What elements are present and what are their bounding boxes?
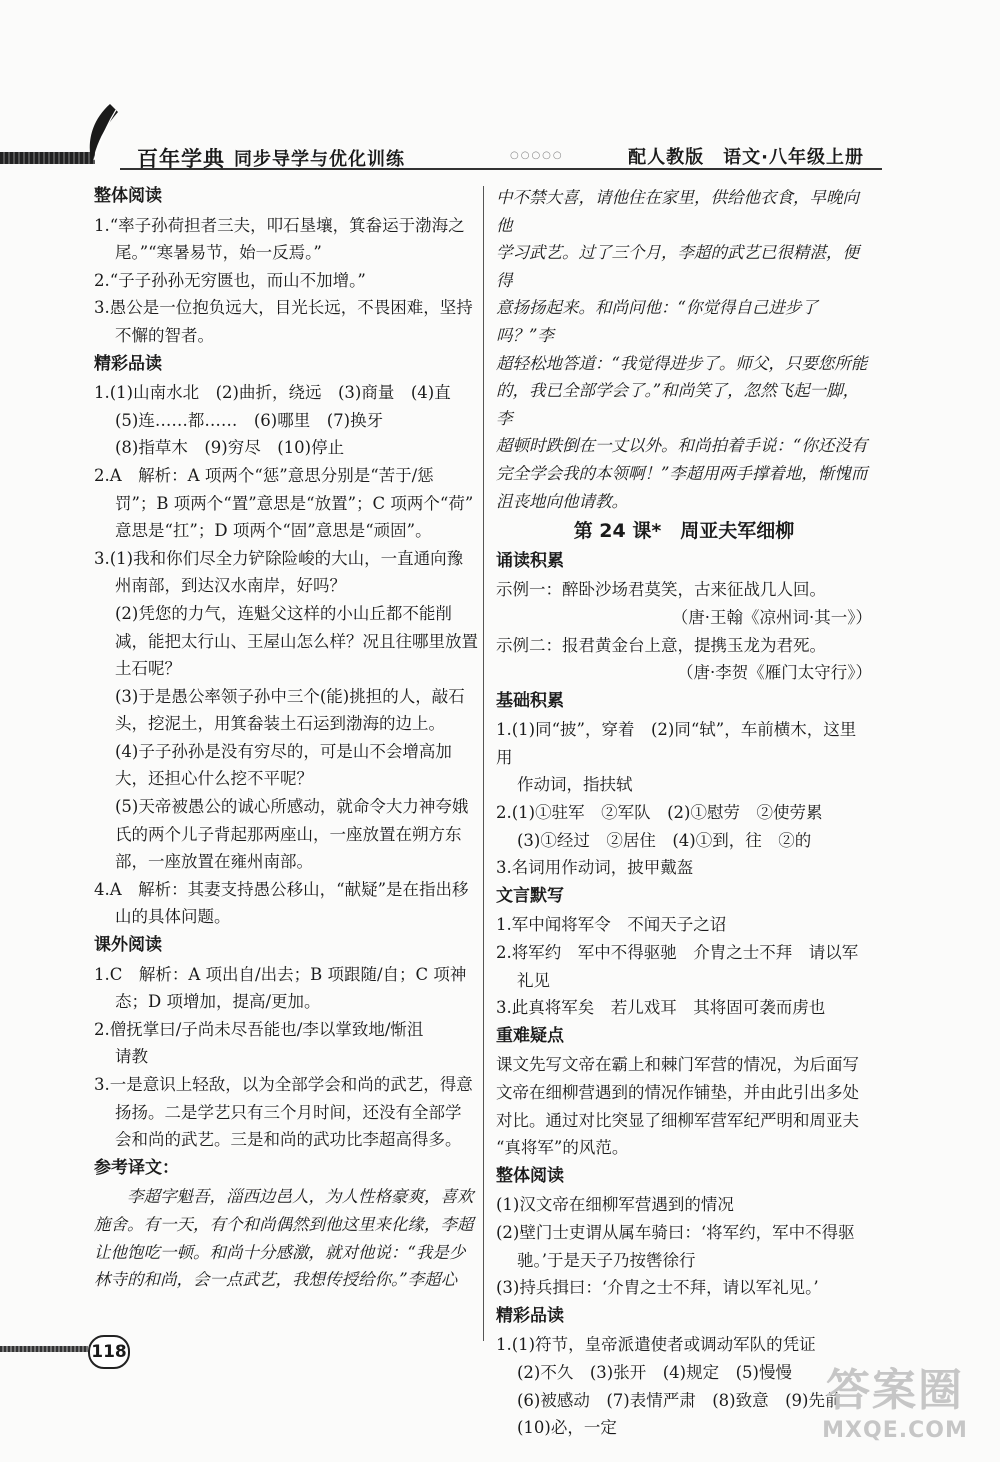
header-dots: ○○○○○ [510, 150, 564, 161]
column-divider [483, 186, 484, 1341]
answer-line: 对比。通过对比突显了细柳军营军纪严明和周亚夫 [496, 1110, 859, 1130]
answer-line: 态；D 项增加，提高/更加。 [115, 992, 321, 1012]
translation-line: 沮丧地向他请教。 [496, 491, 628, 511]
answer-line: 头，挖泥土，用箕畚装土石运到渤海的边上。 [115, 714, 445, 734]
translation-line: 让他饱吃一顿。和尚十分感激，就对他说：“我是少 [94, 1242, 466, 1262]
translation-line: 超轻松地答道：“我觉得进步了。师父，只要您所能 [496, 353, 868, 373]
section-heading: 基础积累 [496, 690, 564, 711]
section-heading: 参考译文： [94, 1157, 179, 1178]
answer-line: 扬扬。二是学艺只有三个月时间，还没有全部学 [115, 1102, 462, 1122]
answer-line: (8)指草木 (9)穷尽 (10)停止 [115, 438, 345, 458]
answer-line: 示例一：醉卧沙场君莫笑，古来征战几人回。 [496, 580, 826, 600]
right-column [496, 184, 872, 1442]
watermark [810, 1354, 980, 1454]
answer-line: 1.军中闻将军令 不闻天子之诏 [496, 915, 727, 935]
answer-line: 3.愚公是一位抱负远大，目光长远，不畏困难，坚持 [94, 298, 473, 318]
page-header [0, 130, 1000, 190]
answer-line: 2.(1)①驻军 ②军队 (2)①慰劳 ②使劳累 [496, 803, 823, 823]
footer-decorative-rule [0, 1346, 88, 1352]
series-subtitle: 同步导学与优化训练 [234, 149, 405, 170]
answer-line: 3.一是意识上轻敌，以为全部学会和尚的武艺，得意 [94, 1075, 473, 1094]
answer-line: 驰。’于是天子乃按辔徐行 [517, 1250, 696, 1270]
quill-icon [80, 102, 124, 168]
answer-line: 2.“子子孙孙无穷匮也，而山不加增。” [94, 270, 366, 290]
answer-line: 氏的两个儿子背起那两座山，一座放置在朔方东 [115, 824, 462, 844]
section-heading: 课外阅读 [94, 935, 162, 956]
translation-line: 中不禁大喜，请他住在家里，供给他衣食，早晚向他 [496, 188, 859, 235]
answer-line: 州南部，到达汉水南岸，好吗？ [115, 576, 346, 596]
translation-line: 林寺的和尚，会一点武艺，我想传授给你。”李超心 [94, 1270, 458, 1290]
section-heading: 精彩品读 [496, 1305, 564, 1326]
answer-line: 意思是“扛”；D 项两个“固”意思是“顽固”。 [115, 521, 432, 541]
answer-line: 3.此真将军矣 若儿戏耳 其将固可袭而虏也 [496, 998, 826, 1018]
answer-line: 2.僧抚掌曰/子尚未尽吾能也/李以掌致地/惭沮 [94, 1019, 424, 1039]
citation: （唐·李贺《雁门太守行》） [677, 663, 872, 683]
answer-line: (6)被感动 (7)表情严肃 (8)致意 (9)先前 [517, 1390, 842, 1410]
answer-line: 土石呢？ [115, 659, 181, 679]
section-heading: 整体阅读 [496, 1165, 564, 1186]
answer-line: 1.C 解析：A 项出自/出去；B 项跟随/自；C 项神 [94, 964, 467, 984]
answer-line: 尾。”“寒暑易节，始一反焉。” [115, 243, 322, 263]
answer-line: 2.A 解析：A 项两个“惩”意思分别是“苦于/惩 [94, 465, 434, 485]
answer-line: 山的具体问题。 [115, 907, 231, 927]
answer-line: 文帝在细柳营遇到的情况作铺垫，并由此引出多处 [496, 1083, 859, 1102]
translation-line: 的，我已全部学会了。”和尚笑了，忽然飞起一脚，李 [496, 381, 860, 428]
answer-line: (1)汉文帝在细柳军营遇到的情况 [496, 1195, 734, 1215]
lesson-title: 第 24 课* 周亚夫军细柳 [573, 520, 795, 543]
citation: （唐·王翰《凉州词·其一》） [671, 607, 872, 627]
translation-line: 完全学会我的本领啊！”李超用两手撑着地，惭愧而 [496, 463, 868, 483]
answer-line: (5)连……都…… (6)哪里 (7)换牙 [115, 410, 384, 430]
answer-line: (3)持兵揖曰：‘介胄之士不拜，请以军礼见。’ [496, 1278, 819, 1298]
section-heading: 整体阅读 [94, 186, 162, 206]
answer-line: 示例二：报君黄金台上意，提携玉龙为君死。 [496, 635, 826, 655]
answer-line: (10)必，一定 [517, 1418, 617, 1438]
answer-line: 2.将军约 军中不得驱驰 介胄之士不拜 请以军 [496, 943, 859, 963]
translation-line: 李超字魁吾，淄西边邑人，为人性格豪爽，喜欢 [127, 1187, 474, 1207]
answer-line: (3)于是愚公率领子孙中三个(能)挑担的人，敲石 [115, 686, 465, 706]
page-footer [0, 1325, 200, 1385]
series-brand: 百年学典 [137, 147, 225, 171]
answer-line: 罚”；B 项两个“置”意思是“放置”；C 项两个“荷” [115, 493, 474, 513]
answer-line: 请教 [115, 1047, 148, 1067]
answer-line: 3.名词用作动词，披甲戴盔 [496, 858, 694, 878]
section-heading: 诵读积累 [496, 550, 564, 571]
answer-line: 课文先写文帝在霸上和棘门军营的情况，为后面写 [496, 1055, 859, 1075]
translation-line: 意扬扬起来。和尚问他：“你觉得自己进步了吗？”李 [496, 298, 818, 345]
answer-line: 3.(1)我和你们尽全力铲除险峻的大山，一直通向豫 [94, 548, 464, 568]
answer-line: 不懈的智者。 [115, 325, 214, 345]
answer-line: 作动词，指扶轼 [517, 775, 633, 795]
translation-line: 超顿时跌倒在一丈以外。和尚拍着手说：“你还没有 [496, 436, 868, 456]
answer-line: (2)不久 (3)张开 (4)规定 (5)慢慢 [517, 1362, 792, 1382]
answer-line: 礼见 [517, 970, 550, 990]
translation-line: 施舍。有一天，有个和尚偶然到他这里来化缘，李超 [94, 1214, 474, 1234]
answer-line: 1.“率子孙荷担者三夫，叩石垦壤，箕畚运于渤海之 [94, 215, 465, 235]
page-number: 118 [88, 1335, 130, 1369]
watermark-cn: 答案圈 [826, 1365, 964, 1416]
section-heading: 精彩品读 [94, 353, 162, 374]
answer-line: 大，还担心什么挖不平呢？ [115, 769, 313, 789]
edition-label: 配人教版 语文·八年级上册 [628, 147, 864, 168]
answer-line: 减，能把太行山、王屋山怎么样？况且往哪里放置 [115, 631, 478, 651]
answer-line: 4.A 解析：其妻支持愚公移山，“献疑”是在指出移 [94, 879, 469, 899]
left-column [94, 182, 480, 1294]
section-heading: 文言默写 [496, 885, 564, 906]
translation-line: 学习武艺。过了三个月，李超的武艺已很精湛，便得 [496, 243, 859, 290]
answer-line: (2)凭您的力气，连魁父这样的小山丘都不能削 [115, 603, 452, 623]
answer-line: (2)壁门士吏谓从属车骑曰：‘将军约，军中不得驱 [496, 1222, 855, 1242]
answer-line: (3)①经过 ②居住 (4)①到，往 ②的 [517, 830, 812, 850]
answer-line: 部，一座放置在雍州南部。 [115, 852, 313, 872]
answer-line: (4)子子孙孙是没有穷尽的，可是山不会增高加 [115, 741, 452, 761]
answer-line: 会和尚的武艺。三是和尚的武功比李超高得多。 [115, 1130, 462, 1150]
section-heading: 重难疑点 [496, 1025, 564, 1046]
answer-line: 1.(1)山南水北 (2)曲折，绕远 (3)商量 (4)直 [94, 383, 451, 403]
answer-line: 1.(1)同“披”，穿着 (2)同“轼”，车前横木，这里用 [496, 720, 857, 767]
answer-line: (5)天帝被愚公的诚心所感动，就命令大力神夸娥 [115, 797, 469, 817]
watermark-en: MXQE.COM [822, 1418, 968, 1443]
answer-line: 1.(1)符节，皇帝派遣使者或调动军队的凭证 [496, 1335, 816, 1355]
answer-line: “真将军”的风范。 [496, 1138, 629, 1158]
